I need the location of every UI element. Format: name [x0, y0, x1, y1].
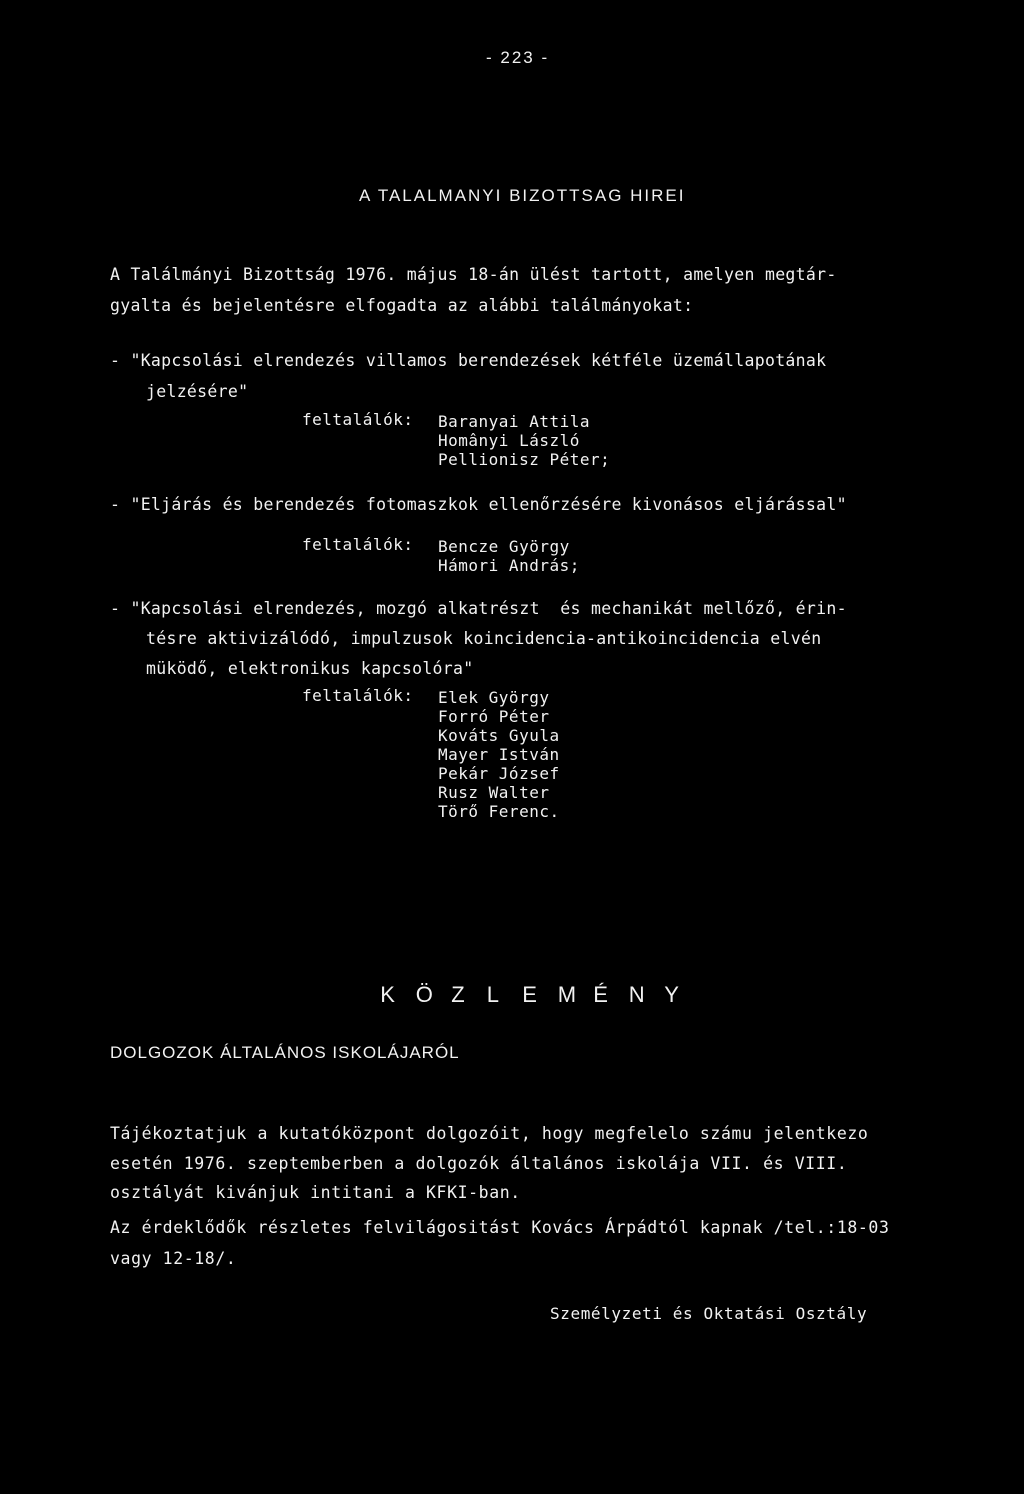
notice-title-letter: E — [522, 982, 537, 1007]
notice-title-letter: L — [486, 982, 499, 1007]
section-title: A TALALMANYI BIZOTTSAG HIREI — [359, 186, 686, 205]
invention-1-inventor-3: Pellionisz Péter; — [438, 450, 611, 469]
notice-body-line-5: vagy 12-18/. — [110, 1249, 237, 1268]
notice-title-letter: Ö — [415, 982, 433, 1007]
invention-3-title-line-2: tésre aktivizálódó, impulzusok koincidencia-antikoincidencia elvén — [146, 629, 822, 648]
invention-3-inventor-5: Pekár József — [438, 764, 560, 783]
invention-1-inventor-2: Homânyi László — [438, 431, 580, 450]
invention-1-title-line-1: - "Kapcsolási elrendezés villamos berendezések kétféle üzemállapotának — [110, 351, 827, 370]
notice-title — [368, 962, 700, 1006]
intro-line-2: gyalta és bejelentésre elfogadta az alábbi találmányokat: — [110, 296, 694, 315]
notice-title-letter: É — [593, 982, 608, 1007]
notice-title-letter: Z — [451, 982, 465, 1007]
notice-title-letter: M — [557, 982, 577, 1007]
invention-1-inventor-1: Baranyai Attila — [438, 412, 590, 431]
invention-3-inventor-6: Rusz Walter — [438, 783, 550, 802]
invention-1-title-line-2: jelzésére" — [146, 382, 249, 401]
invention-3-inventor-7: Törő Ferenc. — [438, 802, 560, 821]
notice-subtitle: DOLGOZOK ÁLTALÁNOS ISKOLÁJARÓL — [110, 1043, 460, 1062]
invention-3-inventor-1: Elek György — [438, 688, 550, 707]
invention-2-inventors-label: feltalálók: — [302, 535, 414, 554]
invention-3-inventors-label: feltalálók: — [302, 686, 414, 705]
invention-3-inventor-3: Kováts Gyula — [438, 726, 560, 745]
notice-body-line-4: Az érdeklődők részletes felvilágositást Kovács Árpádtól kapnak /tel.:18-03 — [110, 1218, 890, 1237]
notice-body-line-3: osztályát kivánjuk intitani a KFKI-ban. — [110, 1183, 521, 1202]
invention-2-inventor-1: Bencze György — [438, 537, 570, 556]
notice-title-letter: K — [380, 982, 395, 1007]
notice-title-letter: N — [628, 982, 645, 1007]
page-number: - 223 - — [486, 48, 550, 67]
invention-3-title-line-1: - "Kapcsolási elrendezés, mozgó alkatrészt és mechanikát mellőző, érin- — [110, 599, 847, 618]
signature: Személyzeti és Oktatási Osztály — [550, 1304, 868, 1323]
invention-2-inventor-2: Hámori András; — [438, 556, 580, 575]
invention-1-inventors-label: feltalálók: — [302, 410, 414, 429]
intro-line-1: A Találmányi Bizottság 1976. május 18-án ülést tartott, amelyen megtár- — [110, 265, 837, 284]
notice-title-letter: Y — [664, 982, 679, 1007]
invention-2-title-line-1: - "Eljárás és berendezés fotomaszkok ellenőrzésére kivonásos eljárással" — [110, 495, 847, 514]
notice-body-line-1: Tájékoztatjuk a kutatóközpont dolgozóit, hogy megfelelo számu jelentkezo — [110, 1124, 869, 1143]
invention-3-inventor-4: Mayer István — [438, 745, 560, 764]
notice-body-line-2: esetén 1976. szeptemberben a dolgozók általános iskolája VII. és VIII. — [110, 1154, 848, 1173]
invention-3-title-line-3: müködő, elektronikus kapcsolóra" — [146, 659, 474, 678]
invention-3-inventor-2: Forró Péter — [438, 707, 550, 726]
